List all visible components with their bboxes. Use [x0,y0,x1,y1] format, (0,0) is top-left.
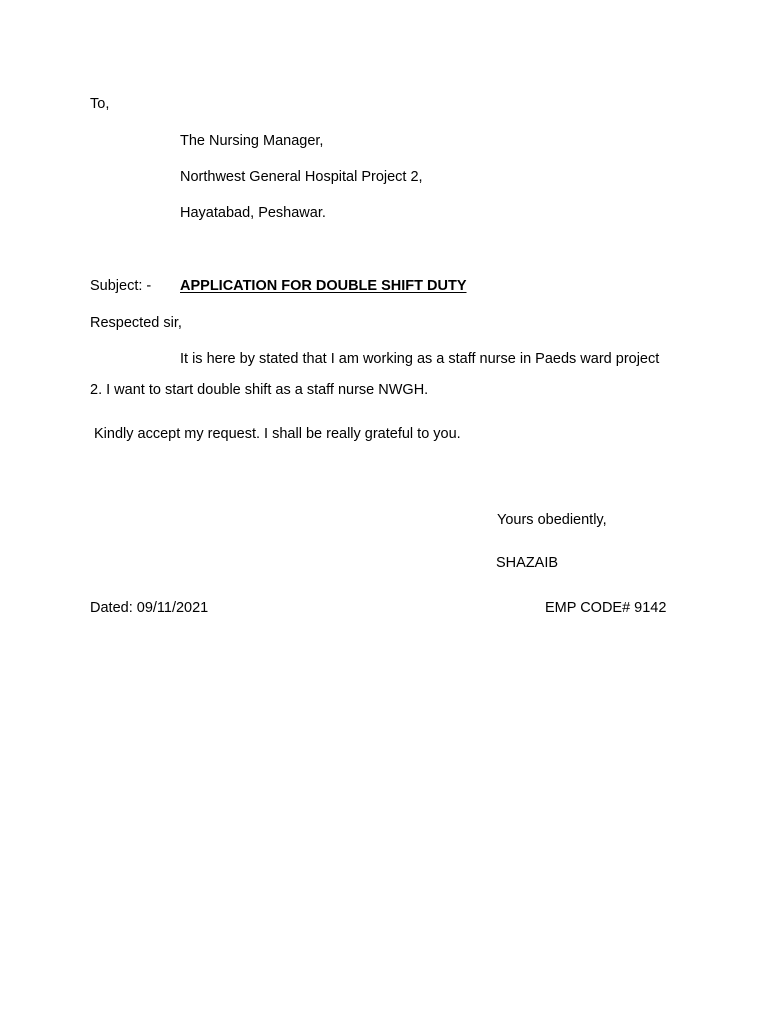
signature-closing: Yours obediently, [497,512,607,528]
body-line-1: It is here by stated that I am working as a staff nurse in Paeds ward project [180,351,660,367]
subject-label: Subject: - [90,278,152,294]
recipient-location: Hayatabad, Peshawar. [180,205,326,221]
subject-title: APPLICATION FOR DOUBLE SHIFT DUTY [180,278,467,294]
recipient-title: The Nursing Manager, [180,133,324,149]
salutation: To, [90,96,110,112]
recipient-organization: Northwest General Hospital Project 2, [180,169,423,185]
date: Dated: 09/11/2021 [90,600,209,616]
greeting: Respected sir, [90,315,182,331]
signature-name: SHAZAIB [496,555,559,571]
closing-request: Kindly accept my request. I shall be really grateful to you. [94,426,461,442]
body-line-2: 2. I want to start double shift as a staff nurse NWGH. [90,382,429,398]
emp-code: EMP CODE# 9142 [545,600,667,616]
